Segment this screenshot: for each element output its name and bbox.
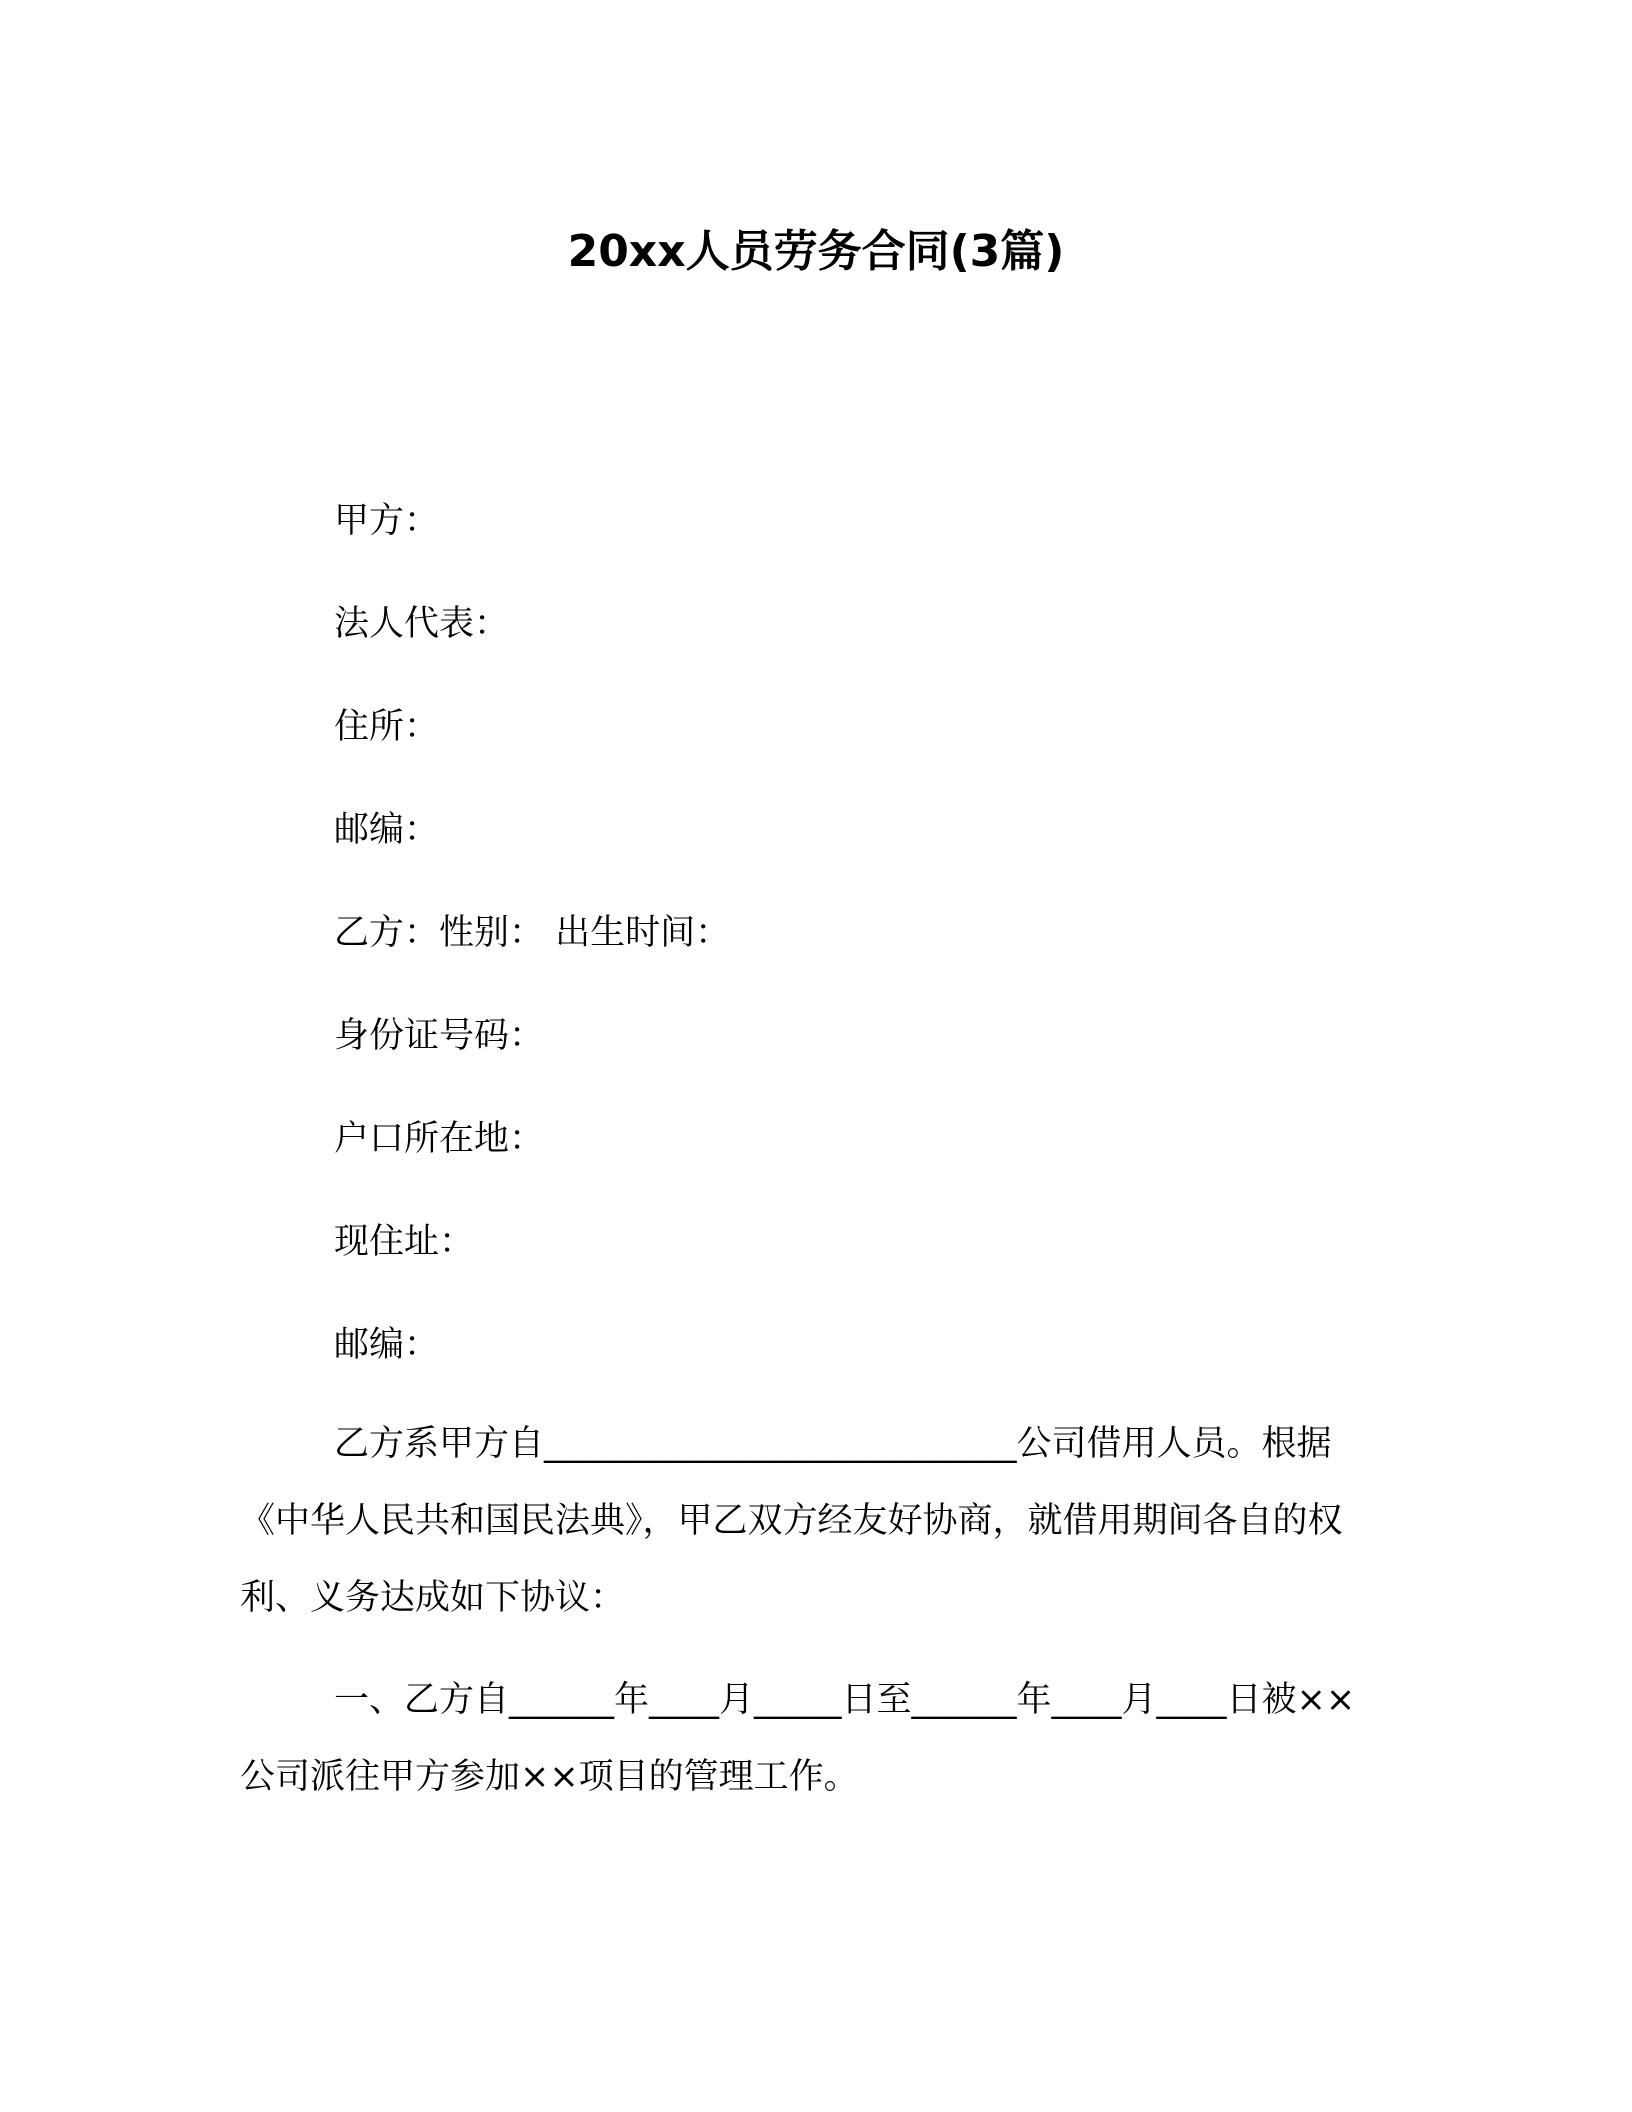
field-household-registration: 户口所在地： [334, 1119, 545, 1159]
paragraph-clause-1: 一、乙方自______年____月_____日至______年____月____日被××公司派往甲方参加××项目的管理工作。 [240, 1680, 1356, 1797]
field-postcode-b: 邮编： [334, 1325, 440, 1365]
field-id-number: 身份证号码： [334, 1016, 545, 1056]
field-postcode-a: 邮编： [334, 810, 440, 850]
paragraph-intro: 乙方系甲方自___________________________公司借用人员。根据《中华人民共和国民法典》，甲乙双方经友好协商，就借用期间各自的权利、义务达成如下协议： [240, 1424, 1343, 1618]
field-party-a: 甲方： [334, 501, 440, 541]
field-legal-representative: 法人代表： [334, 604, 510, 644]
field-residence: 住所： [334, 707, 440, 747]
field-current-address: 现住址： [334, 1222, 475, 1262]
field-party-b: 乙方：性别： 出生时间： [334, 913, 731, 953]
document-title: 20xx人员劳务合同(3篇) [567, 226, 1065, 277]
